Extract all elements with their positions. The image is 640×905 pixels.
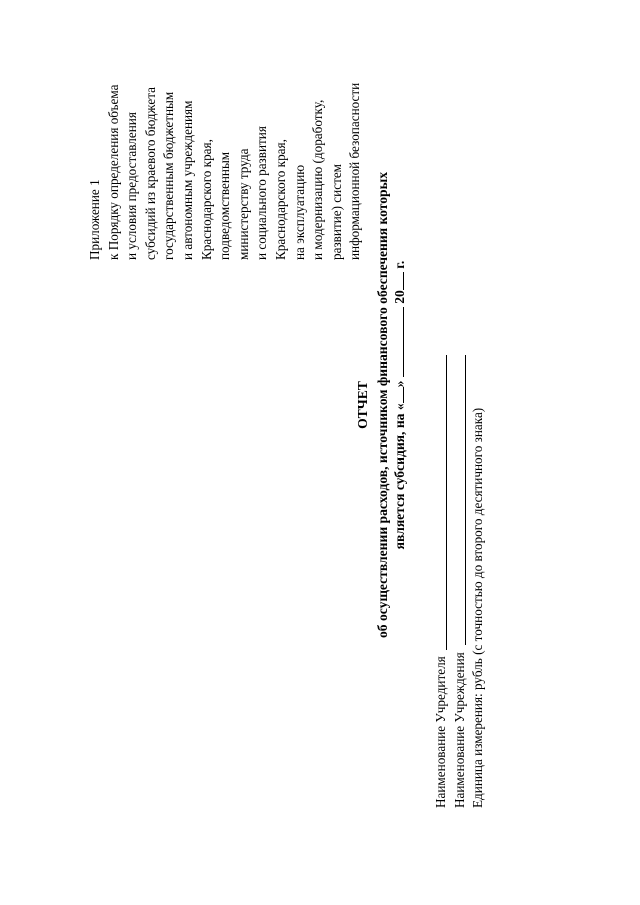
report-date-line — [391, 0, 409, 905]
report-year-prefix: 20 — [392, 290, 407, 304]
report-fields — [432, 408, 488, 808]
report-date-prefix: является субсидия, на « — [392, 403, 407, 550]
appendix-line: и автономным учреждениям — [179, 100, 195, 260]
appendix-line: информационной безопасности — [347, 82, 363, 260]
appendix-line: и модернизацию (доработку, — [310, 99, 326, 260]
unit-label: Единица измерения: рубль (с точностью до второго десятичного знака) — [470, 407, 485, 808]
appendix-line: на эксплуатацию — [291, 164, 307, 260]
founder-label: Наименование Учредителя — [433, 656, 448, 808]
appendix-line: Приложение 1 — [87, 179, 102, 260]
institution-label: Наименование Учреждения — [451, 652, 467, 808]
report-subtitle: об осуществлении расходов, источником финансового обеспечения которых — [374, 172, 390, 638]
report-title: ОТЧЕТ — [355, 381, 370, 429]
appendix-line: министерству труда — [235, 148, 251, 260]
appendix-note — [86, 83, 365, 260]
appendix-line: подведомственным — [217, 151, 233, 260]
appendix-line: к Порядку определения объема — [105, 84, 121, 260]
appendix-line: развитие) систем — [328, 163, 344, 260]
founder-row — [432, 408, 451, 808]
appendix-line: Краснодарского края, — [198, 139, 214, 260]
appendix-line: и социального развития — [254, 126, 270, 260]
appendix-line: и условия предоставления — [124, 112, 140, 260]
appendix-line: субсидий из краевого бюджета — [142, 87, 158, 260]
institution-field[interactable] — [465, 355, 466, 645]
institution-row — [451, 408, 470, 808]
year-blank[interactable] — [391, 272, 404, 290]
founder-field[interactable] — [446, 355, 447, 650]
report-date-suffix: г. — [392, 260, 407, 269]
report-heading — [354, 0, 409, 905]
unit-row — [469, 408, 488, 808]
appendix-line: Краснодарского края, — [272, 139, 288, 260]
report-date-mid: » — [392, 380, 407, 388]
appendix-line: государственным бюджетным — [161, 91, 177, 260]
day-blank[interactable] — [391, 387, 404, 403]
month-blank[interactable] — [391, 307, 404, 377]
